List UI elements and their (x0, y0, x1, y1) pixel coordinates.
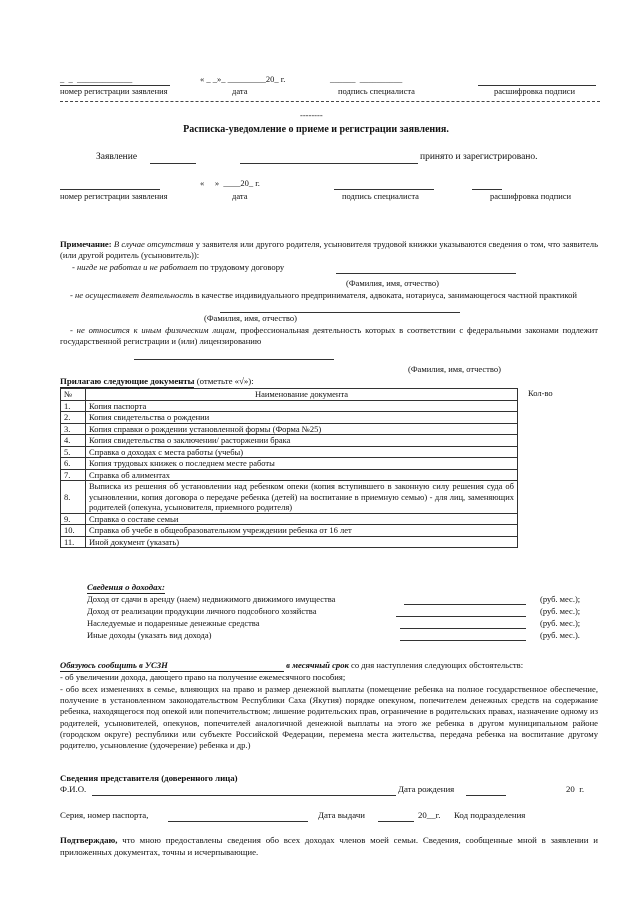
row-no: 11. (61, 536, 86, 548)
issue-date-field[interactable] (378, 821, 414, 822)
documents-header-row (61, 389, 518, 401)
obligation-lead-bold: Обязуюсь сообщить в УСЗН (60, 660, 168, 670)
top-date-line[interactable]: « _ _»_ _________20_ г. (200, 74, 286, 84)
obligation-lead-bold2: в месячный срок (286, 660, 349, 670)
note-lead-text: у заявителя или другого родителя, усыновителя трудовой книжки указываются сведения о том, что заявитель (или другой родитель (усыновитель)): (60, 239, 598, 261)
income-unit-2: (руб. мес.); (540, 606, 581, 616)
row-no: 4. (61, 435, 86, 447)
row-name: Иной документ (указать) (86, 536, 518, 548)
receipt-title: Расписка-уведомление о приеме и регистрации заявления. (183, 124, 449, 135)
note-item2 (60, 290, 598, 301)
row-name: Выписка из решения об установлении над ребенком опеки (копия вступившего в законную силу решения суда об усыновлении, копия договора о передаче ребенка (детей) на воспитание в приемную семью) - для лиц, заменяющих родителей (опекуна, усыновителя, приемного родителя) (86, 481, 518, 514)
table-row[interactable] (61, 481, 518, 514)
row-name: Справка о составе семьи (86, 513, 518, 525)
income-item-1: Доход от сдачи в аренду (наем) недвижимого движимого имущества (87, 594, 336, 604)
issue-year: 20__г. (418, 810, 441, 820)
documents-heading (60, 376, 254, 388)
top-year-suffix: г. (280, 74, 286, 84)
receipt-signature-line[interactable] (334, 189, 434, 190)
note-caption3: (Фамилия, имя, отчество) (408, 364, 501, 374)
caption-signature: подпись специалиста (338, 86, 415, 96)
documents-heading-text: Прилагаю следующие документы (60, 376, 195, 386)
note-item1 (72, 262, 284, 273)
passport-label: Серия, номер паспорта, (60, 810, 149, 820)
income-item-3: Наследуемые и подаренные денежные средства (87, 618, 260, 628)
note-item3-italic: - не относится к иным физическим лицам, (70, 325, 237, 335)
note-caption1: (Фамилия, имя, отчество) (346, 278, 439, 288)
col-name: Наименование документа (86, 389, 518, 401)
receipt-year: 20 (240, 178, 249, 188)
col-qty: Кол-во (528, 388, 553, 398)
confirm-lead: Подтверждаю, (60, 835, 118, 845)
table-row[interactable] (61, 469, 518, 481)
row-no: 1. (61, 400, 86, 412)
table-row[interactable] (61, 458, 518, 470)
row-no: 9. (61, 513, 86, 525)
receipt-date-line[interactable]: « » ____20_ г. (200, 178, 260, 188)
fio-field[interactable] (92, 795, 396, 796)
row-name: Справка об алиментах (86, 469, 518, 481)
row-name: Копия паспорта (86, 400, 518, 412)
birth-year-value: 20 (566, 784, 575, 794)
top-regnum-blank[interactable]: _ _ _____________ (60, 74, 133, 84)
income-unit-4: (руб. мес.). (540, 630, 580, 640)
note-item1-fill[interactable] (336, 273, 516, 274)
row-no: 2. (61, 412, 86, 424)
birth-year-suffix: г. (579, 784, 585, 794)
row-no: 8. (61, 481, 86, 514)
caption-decrypt: расшифровка подписи (494, 86, 576, 96)
note-item2-italic: - не осуществляет деятельность (70, 290, 194, 300)
row-no: 10. (61, 525, 86, 537)
obligation-line-2: - обо всех изменениях в семье, влияющих на право и размер денежной выплаты (помещение ребенка на полное государственное обеспечение, получение в установленном законодательством Республики Саха (Якутия) порядке опекуном, попечителем денежных средств на содержание ребенка, находящегося под опекой или попечительством; лишение родительских прав, ограничение в родительских правах, назначение одному из родителей, усыновителей, опекунов, попечителей аналогичной денежной выплаты на этого же ребенка в другом муниципальном районе (городском округе) республики или субъекте Российской Федерации, перемена места жительства, передача ребенка на воспитание другому родителю, усыновление (удочерение) ребенка и др.) (60, 684, 598, 751)
statement-prefix: Заявление (96, 152, 138, 162)
top-year: 20 (265, 74, 275, 84)
row-name: Справка об учебе в общеобразовательном учреждении ребенка от 16 лет (86, 525, 518, 537)
table-row[interactable] (61, 513, 518, 525)
receipt-caption-decrypt: расшифровка подписи (490, 191, 572, 201)
obligation-lead-text: со дня наступления следующих обстоятельств: (351, 660, 524, 670)
row-no: 7. (61, 469, 86, 481)
quote-open: « (200, 74, 205, 84)
table-row[interactable] (61, 525, 518, 537)
obligation-lead (60, 660, 523, 672)
top-signature-blank[interactable]: ______ __________ (330, 74, 403, 84)
row-name: Копия трудовых книжек о последнем месте работы (86, 458, 518, 470)
row-name: Копия справки о рождении установленной формы (Форма №25) (86, 423, 518, 435)
obligation-line-1: - об увеличении дохода, дающего право на получение ежемесячного пособия; (60, 672, 346, 682)
documents-heading-note: (отметьте «√»): (196, 376, 254, 386)
table-row[interactable] (61, 412, 518, 424)
table-row[interactable] (61, 400, 518, 412)
row-name: Справка о доходах с места работы (учебы) (86, 446, 518, 458)
issue-label: Дата выдачи (318, 810, 365, 820)
note-item3 (60, 325, 598, 347)
receipt-regnum-line[interactable] (60, 189, 160, 190)
birth-year (566, 784, 584, 795)
quote-close: » (217, 74, 222, 84)
income-item-2: Доход от реализации продукции личного подсобного хозяйства (87, 606, 317, 616)
row-no: 6. (61, 458, 86, 470)
row-no: 3. (61, 423, 86, 435)
issue-year-suffix: г. (435, 810, 441, 820)
passport-field[interactable] (168, 821, 308, 822)
documents-table (60, 388, 518, 548)
income-unit-1: (руб. мес.); (540, 594, 581, 604)
birth-label: Дата рождения (398, 784, 455, 794)
issue-year-value: 20 (418, 810, 427, 820)
confirm-text: что мною предоставлены сведения обо всех доходах членов моей семьи. Сведения, сообщенные мной в заявлении и приложенных документах, точны и исчерпывающие. (60, 835, 598, 857)
statement-name-line[interactable] (240, 163, 418, 164)
note-item1-italic: - нигде не работал и не работает (72, 262, 198, 272)
note-label: Примечание: (60, 239, 112, 249)
note-caption2: (Фамилия, имя, отчество) (204, 313, 297, 323)
receipt-caption-signature: подпись специалиста (342, 191, 419, 201)
row-name: Копия свидетельства о рождении (86, 412, 518, 424)
note-item3-fill[interactable] (134, 359, 334, 360)
receipt-caption-date: дата (232, 191, 248, 201)
receipt-caption-regnum: номер регистрации заявления (60, 191, 168, 201)
table-row[interactable] (61, 423, 518, 435)
row-name: Копия свидетельства о заключении/ расторжении брака (86, 435, 518, 447)
note-item1-text: по трудовому договору (199, 262, 285, 272)
statement-suffix: принято и зарегистрировано. (420, 152, 538, 162)
table-row[interactable] (61, 435, 518, 447)
code-label: Код подразделения (454, 810, 526, 820)
note-item2-text: в качестве индивидуального предпринимателя, адвоката, нотариуса, занимающегося частной практикой (195, 290, 577, 300)
representative-heading: Сведения представителя (доверенного лица) (60, 773, 238, 783)
cut-line (60, 101, 600, 102)
income-fill-2[interactable] (396, 616, 526, 617)
note-item3-text: профессиональная деятельность которых в соответствии с федеральными законами подлежит государственной регистрации и (или) лицензированию (60, 325, 598, 347)
fio-label: Ф.И.О. (60, 784, 87, 794)
table-row[interactable] (61, 446, 518, 458)
receipt-year-suffix: г. (255, 178, 260, 188)
table-row[interactable] (61, 536, 518, 548)
income-fill-3[interactable] (400, 628, 526, 629)
income-fill-1[interactable] (404, 604, 526, 605)
caption-date: дата (232, 86, 248, 96)
income-item-4: Иные доходы (указать вид дохода) (87, 630, 212, 640)
col-no: № (61, 389, 86, 401)
note-lead-italic: В случае отсутствия (113, 239, 194, 249)
confirm-paragraph (60, 835, 598, 858)
dash-marker: -------- (300, 110, 323, 120)
income-heading: Сведения о доходах: (87, 582, 165, 592)
note-paragraph (60, 239, 598, 261)
obligation-fill[interactable] (170, 660, 284, 672)
row-no: 5. (61, 446, 86, 458)
income-fill-4[interactable] (400, 640, 526, 641)
income-unit-3: (руб. мес.); (540, 618, 581, 628)
statement-number-line[interactable] (150, 163, 196, 164)
caption-regnum: номер регистрации заявления (60, 86, 168, 96)
birth-date-field[interactable] (466, 795, 506, 796)
receipt-decrypt-line[interactable] (472, 189, 502, 190)
